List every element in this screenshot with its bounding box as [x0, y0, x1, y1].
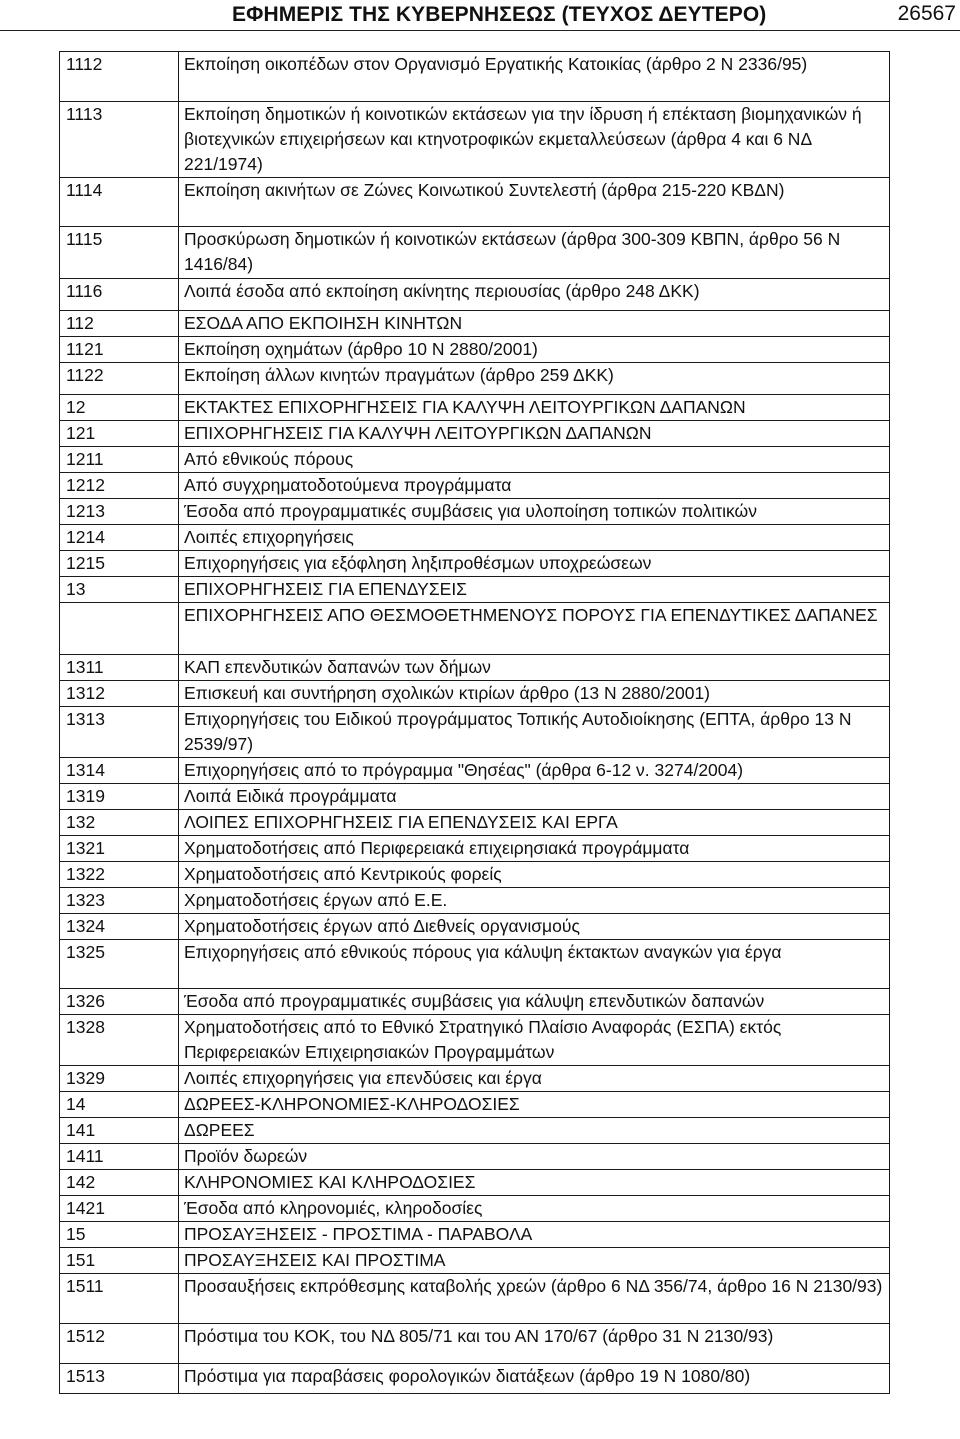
- row-code: 151: [60, 1248, 179, 1274]
- row-description: Εκποίηση οικοπέδων στον Οργανισμό Εργατικής Κατοικίας (άρθρο 2 Ν 2336/95): [179, 52, 890, 102]
- row-code: 13: [60, 577, 179, 603]
- row-code: 15: [60, 1222, 179, 1248]
- row-code: 1324: [60, 914, 179, 940]
- row-code: 12: [60, 395, 179, 421]
- row-description: Προϊόν δωρεών: [179, 1144, 890, 1170]
- row-description: ΕΚΤΑΚΤΕΣ ΕΠΙΧΟΡΗΓΗΣΕΙΣ ΓΙΑ ΚΑΛΥΨΗ ΛΕΙΤΟΥΡΓΙΚΩΝ ΔΑΠΑΝΩΝ: [179, 395, 890, 421]
- table-row: [60, 681, 890, 707]
- row-code: 1212: [60, 473, 179, 499]
- row-description: Εκποίηση οχημάτων (άρθρο 10 Ν 2880/2001): [179, 337, 890, 363]
- row-description: ΔΩΡΕΕΣ-ΚΛΗΡΟΝΟΜΙΕΣ-ΚΛΗΡΟΔΟΣΙΕΣ: [179, 1092, 890, 1118]
- row-code: 1323: [60, 888, 179, 914]
- row-code: 1312: [60, 681, 179, 707]
- row-code: 1411: [60, 1144, 179, 1170]
- row-code: 1113: [60, 102, 179, 178]
- table-row: [60, 888, 890, 914]
- table-row: [60, 499, 890, 525]
- row-description: Έσοδα από προγραμματικές συμβάσεις για υλοποίηση τοπικών πολιτικών: [179, 499, 890, 525]
- row-description: Χρηματοδοτήσεις από το Εθνικό Στρατηγικό Πλαίσιο Αναφοράς (ΕΣΠΑ) εκτός Περιφερειακών Επιχειρησιακών Προγραμμάτων: [179, 1015, 890, 1066]
- row-code: 1121: [60, 337, 179, 363]
- table-row: [60, 1364, 890, 1394]
- row-description: Χρηματοδοτήσεις έργων από Διεθνείς οργανισμούς: [179, 914, 890, 940]
- row-description: Προσαυξήσεις εκπρόθεσμης καταβολής χρεών (άρθρο 6 ΝΔ 356/74, άρθρο 16 Ν 2130/93): [179, 1274, 890, 1324]
- table-row: [60, 577, 890, 603]
- table-row: [60, 1222, 890, 1248]
- row-description: ΚΑΠ επενδυτικών δαπανών των δήμων: [179, 655, 890, 681]
- row-description: ΕΠΙΧΟΡΗΓΗΣΕΙΣ ΑΠΟ ΘΕΣΜΟΘΕΤΗΜΕΝΟΥΣ ΠΟΡΟΥΣ ΓΙΑ ΕΠΕΝΔΥΤΙΚΕΣ ΔΑΠΑΝΕΣ: [179, 603, 890, 655]
- row-description: Επιχορηγήσεις από το πρόγραμμα "Θησέας" (άρθρα 6-12 ν. 3274/2004): [179, 758, 890, 784]
- table-row: [60, 914, 890, 940]
- page-header: [0, 0, 960, 31]
- row-code: 1122: [60, 363, 179, 395]
- row-description: Χρηματοδοτήσεις από Περιφερειακά επιχειρησιακά προγράμματα: [179, 836, 890, 862]
- row-description: ΕΣΟΔΑ ΑΠΟ ΕΚΠΟΙΗΣΗ ΚΙΝΗΤΩΝ: [179, 311, 890, 337]
- row-description: Εκποίηση άλλων κινητών πραγμάτων (άρθρο 259 ΔΚΚ): [179, 363, 890, 395]
- table-row: [60, 810, 890, 836]
- row-code: 1511: [60, 1274, 179, 1324]
- row-code: 1214: [60, 525, 179, 551]
- table-row: [60, 1118, 890, 1144]
- row-description: ΔΩΡΕΕΣ: [179, 1118, 890, 1144]
- table-row: [60, 1144, 890, 1170]
- table-row: [60, 473, 890, 499]
- row-description: Έσοδα από κληρονομιές, κληροδοσίες: [179, 1196, 890, 1222]
- table-row: [60, 784, 890, 810]
- row-description: Επιχορηγήσεις για εξόφληση ληξιπροθέσμων υποχρεώσεων: [179, 551, 890, 577]
- row-description: ΠΡΟΣΑΥΞΗΣΕΙΣ - ΠΡΟΣΤΙΜΑ - ΠΑΡΑΒΟΛΑ: [179, 1222, 890, 1248]
- row-description: Χρηματοδοτήσεις από Κεντρικούς φορείς: [179, 862, 890, 888]
- row-code: 121: [60, 421, 179, 447]
- row-description: Από συγχρηματοδοτούμενα προγράμματα: [179, 473, 890, 499]
- table-row: [60, 655, 890, 681]
- table-row: [60, 279, 890, 311]
- row-description: Εκποίηση ακινήτων σε Ζώνες Κοινωτικού Συντελεστή (άρθρα 215-220 ΚΒΔΝ): [179, 178, 890, 227]
- row-code: [60, 603, 179, 655]
- table-row: [60, 836, 890, 862]
- row-code: 1213: [60, 499, 179, 525]
- table-row: [60, 1274, 890, 1324]
- table-row: [60, 102, 890, 178]
- table-row: [60, 862, 890, 888]
- table-row: [60, 311, 890, 337]
- table-row: [60, 1324, 890, 1364]
- row-code: 1313: [60, 707, 179, 758]
- table-row: [60, 940, 890, 989]
- table-row: [60, 337, 890, 363]
- row-description: Πρόστιμα για παραβάσεις φορολογικών διατάξεων (άρθρο 19 Ν 1080/80): [179, 1364, 890, 1394]
- table-row: [60, 421, 890, 447]
- row-code: 1116: [60, 279, 179, 311]
- table-row: [60, 1170, 890, 1196]
- row-code: 142: [60, 1170, 179, 1196]
- page-number: 26567: [897, 2, 956, 25]
- table-row: [60, 758, 890, 784]
- row-description: ΠΡΟΣΑΥΞΗΣΕΙΣ ΚΑΙ ΠΡΟΣΤΙΜΑ: [179, 1248, 890, 1274]
- table-row: [60, 1015, 890, 1066]
- table-row: [60, 551, 890, 577]
- row-description: Λοιπά έσοδα από εκποίηση ακίνητης περιουσίας (άρθρο 248 ΔΚΚ): [179, 279, 890, 311]
- row-code: 1321: [60, 836, 179, 862]
- table-row: [60, 1196, 890, 1222]
- row-description: Επιχορηγήσεις του Ειδικού προγράμματος Τοπικής Αυτοδιοίκησης (ΕΠΤΑ, άρθρο 13 Ν 2539/97): [179, 707, 890, 758]
- row-description: ΛΟΙΠΕΣ ΕΠΙΧΟΡΗΓΗΣΕΙΣ ΓΙΑ ΕΠΕΝΔΥΣΕΙΣ ΚΑΙ ΕΡΓΑ: [179, 810, 890, 836]
- row-code: 1512: [60, 1324, 179, 1364]
- revenue-codes-table: [59, 51, 890, 1394]
- table-row: [60, 989, 890, 1015]
- row-description: Εκποίηση δημοτικών ή κοινοτικών εκτάσεων για την ίδρυση ή επέκταση βιομηχανικών ή βιοτεχνικών επιχειρήσεων και κτηνοτροφικών εκμεταλλεύσεων (άρθρα 4 και 6 ΝΔ 221/1974): [179, 102, 890, 178]
- row-description: Λοιπές επιχορηγήσεις για επενδύσεις και έργα: [179, 1066, 890, 1092]
- table-row: [60, 395, 890, 421]
- row-description: ΕΠΙΧΟΡΗΓΗΣΕΙΣ ΓΙΑ ΕΠΕΝΔΥΣΕΙΣ: [179, 577, 890, 603]
- table-row: [60, 525, 890, 551]
- row-code: 1112: [60, 52, 179, 102]
- row-code: 1314: [60, 758, 179, 784]
- table-row: [60, 227, 890, 279]
- row-code: 1211: [60, 447, 179, 473]
- row-description: Λοιπά Ειδικά προγράμματα: [179, 784, 890, 810]
- row-code: 1326: [60, 989, 179, 1015]
- row-description: Έσοδα από προγραμματικές συμβάσεις για κάλυψη επενδυτικών δαπανών: [179, 989, 890, 1015]
- table-row: [60, 52, 890, 102]
- row-description: Από εθνικούς πόρους: [179, 447, 890, 473]
- row-code: 1325: [60, 940, 179, 989]
- row-description: Χρηματοδοτήσεις έργων από Ε.Ε.: [179, 888, 890, 914]
- row-code: 132: [60, 810, 179, 836]
- row-code: 14: [60, 1092, 179, 1118]
- row-code: 141: [60, 1118, 179, 1144]
- table-row: [60, 1248, 890, 1274]
- table-row: [60, 707, 890, 758]
- row-description: Πρόστιμα του ΚΟΚ, του ΝΔ 805/71 και του ΑΝ 170/67 (άρθρο 31 Ν 2130/93): [179, 1324, 890, 1364]
- table-row: [60, 447, 890, 473]
- row-code: 1421: [60, 1196, 179, 1222]
- row-code: 1115: [60, 227, 179, 279]
- row-code: 112: [60, 311, 179, 337]
- row-description: Προσκύρωση δημοτικών ή κοινοτικών εκτάσεων (άρθρα 300-309 ΚΒΠΝ, άρθρο 56 Ν 1416/84): [179, 227, 890, 279]
- row-description: Λοιπές επιχορηγήσεις: [179, 525, 890, 551]
- row-code: 1328: [60, 1015, 179, 1066]
- gazette-title: ΕΦΗΜΕΡΙΣ ΤΗΣ ΚΥΒΕΡΝΗΣΕΩΣ (ΤΕΥΧΟΣ ΔΕΥΤΕΡΟ): [232, 3, 767, 26]
- row-code: 1513: [60, 1364, 179, 1394]
- row-code: 1114: [60, 178, 179, 227]
- table-row: [60, 1066, 890, 1092]
- table-row: [60, 178, 890, 227]
- row-description: ΕΠΙΧΟΡΗΓΗΣΕΙΣ ΓΙΑ ΚΑΛΥΨΗ ΛΕΙΤΟΥΡΓΙΚΩΝ ΔΑΠΑΝΩΝ: [179, 421, 890, 447]
- row-code: 1322: [60, 862, 179, 888]
- row-code: 1329: [60, 1066, 179, 1092]
- row-description: Επισκευή και συντήρηση σχολικών κτιρίων άρθρο (13 Ν 2880/2001): [179, 681, 890, 707]
- table-row: [60, 1092, 890, 1118]
- row-code: 1215: [60, 551, 179, 577]
- table-row: [60, 363, 890, 395]
- table-body: [60, 52, 890, 1394]
- row-description: Επιχορηγήσεις από εθνικούς πόρους για κάλυψη έκτακτων αναγκών για έργα: [179, 940, 890, 989]
- row-code: 1319: [60, 784, 179, 810]
- table-row: [60, 603, 890, 655]
- row-code: 1311: [60, 655, 179, 681]
- row-description: ΚΛΗΡΟΝΟΜΙΕΣ ΚΑΙ ΚΛΗΡΟΔΟΣΙΕΣ: [179, 1170, 890, 1196]
